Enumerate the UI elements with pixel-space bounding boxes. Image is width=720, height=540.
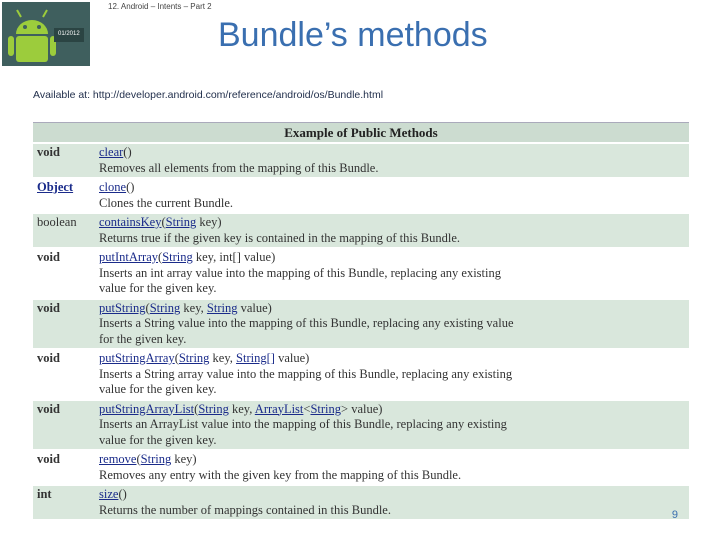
- return-type: void: [33, 299, 95, 350]
- return-type[interactable]: [33, 178, 95, 213]
- logo-date-text: 01/2012: [58, 31, 80, 37]
- method-description: Clones the current Bundle.: [99, 195, 233, 210]
- table-row: [33, 349, 689, 400]
- table-row: [33, 213, 689, 248]
- table-row: [33, 485, 689, 519]
- api-link[interactable]: clone: [99, 180, 127, 194]
- method-description: Inserts an int array value into the mapping of this Bundle, replacing any existing value for the given key.: [99, 265, 501, 295]
- table-row: [33, 178, 689, 213]
- page-title: Bundle’s methods: [218, 16, 488, 54]
- api-link[interactable]: putIntArray: [99, 250, 159, 264]
- method-signature: remove(String key): [99, 452, 197, 466]
- api-link[interactable]: String: [198, 401, 229, 416]
- method-description: Returns true if the given key is contained in the mapping of this Bundle.: [99, 230, 461, 245]
- page-number: 9: [671, 509, 678, 521]
- source-link-text: Available at: http://developer.android.com/reference/android/os/Bundle.html: [33, 89, 384, 101]
- method-cell: [95, 178, 689, 213]
- table-row: [33, 450, 689, 485]
- method-description: Removes any entry with the given key from the mapping of this Bundle.: [99, 467, 462, 482]
- breadcrumb: 12. Android – Intents – Part 2: [108, 2, 212, 11]
- method-signature: putStringArray(String key, String[] value): [99, 351, 310, 365]
- method-signature: clear(): [99, 145, 132, 159]
- table-row: [33, 143, 689, 178]
- method-description: Inserts a String array value into the mapping of this Bundle, replacing any existing value for the given key.: [99, 366, 513, 396]
- api-link[interactable]: String: [162, 250, 193, 264]
- return-type: int: [33, 485, 95, 519]
- return-type: void: [33, 400, 95, 451]
- api-link[interactable]: String: [149, 300, 181, 315]
- object-type-link[interactable]: Object: [37, 180, 74, 194]
- api-link[interactable]: remove: [99, 452, 137, 466]
- android-logo: [2, 2, 90, 66]
- table-row: [33, 248, 689, 299]
- table-heading: Example of Public Methods: [33, 123, 689, 144]
- method-signature: clone(): [99, 180, 135, 194]
- api-link[interactable]: String: [165, 215, 197, 229]
- api-link[interactable]: clear: [99, 145, 124, 159]
- api-link[interactable]: size: [99, 487, 119, 501]
- api-link[interactable]: ArrayList: [254, 401, 304, 416]
- method-cell: [95, 299, 689, 350]
- return-type: void: [37, 250, 60, 264]
- methods-table: [33, 122, 689, 519]
- method-cell: [95, 450, 689, 485]
- api-link[interactable]: putString: [99, 300, 146, 315]
- method-signature: size(): [99, 487, 127, 501]
- method-cell: [95, 143, 689, 178]
- method-description: Returns the number of mappings contained in this Bundle.: [99, 502, 391, 517]
- method-signature: putIntArray(String key, int[] value): [99, 250, 276, 264]
- api-link[interactable]: putStringArray: [99, 351, 175, 365]
- table-row: [33, 299, 689, 350]
- api-link[interactable]: String: [140, 452, 172, 466]
- method-cell: [95, 349, 689, 400]
- method-description: Removes all elements from the mapping of this Bundle.: [99, 160, 379, 175]
- api-link[interactable]: String: [178, 351, 210, 365]
- method-signature: putString(String key, String value): [99, 300, 272, 315]
- return-type: boolean: [33, 213, 95, 248]
- api-link[interactable]: putStringArrayList: [99, 401, 195, 416]
- method-cell: [95, 400, 689, 451]
- method-cell: [95, 248, 689, 299]
- api-link[interactable]: String: [206, 300, 238, 315]
- api-link[interactable]: String: [310, 401, 342, 416]
- api-link[interactable]: containsKey: [99, 215, 162, 229]
- method-description: Inserts a String value into the mapping of this Bundle, replacing any existing value for the given key.: [99, 316, 514, 346]
- return-type: void: [37, 351, 60, 365]
- return-type: void: [33, 143, 95, 178]
- api-link[interactable]: String[]: [236, 351, 275, 365]
- table-row: [33, 400, 689, 451]
- method-signature: containsKey(String key): [99, 215, 222, 229]
- method-cell: [95, 213, 689, 248]
- return-type: void: [37, 452, 60, 466]
- method-cell: [95, 485, 689, 519]
- method-signature: putStringArrayList(String key, ArrayList<String> value): [99, 401, 383, 416]
- method-description: Inserts an ArrayList value into the mapping of this Bundle, replacing any existing value for the given key.: [99, 417, 507, 447]
